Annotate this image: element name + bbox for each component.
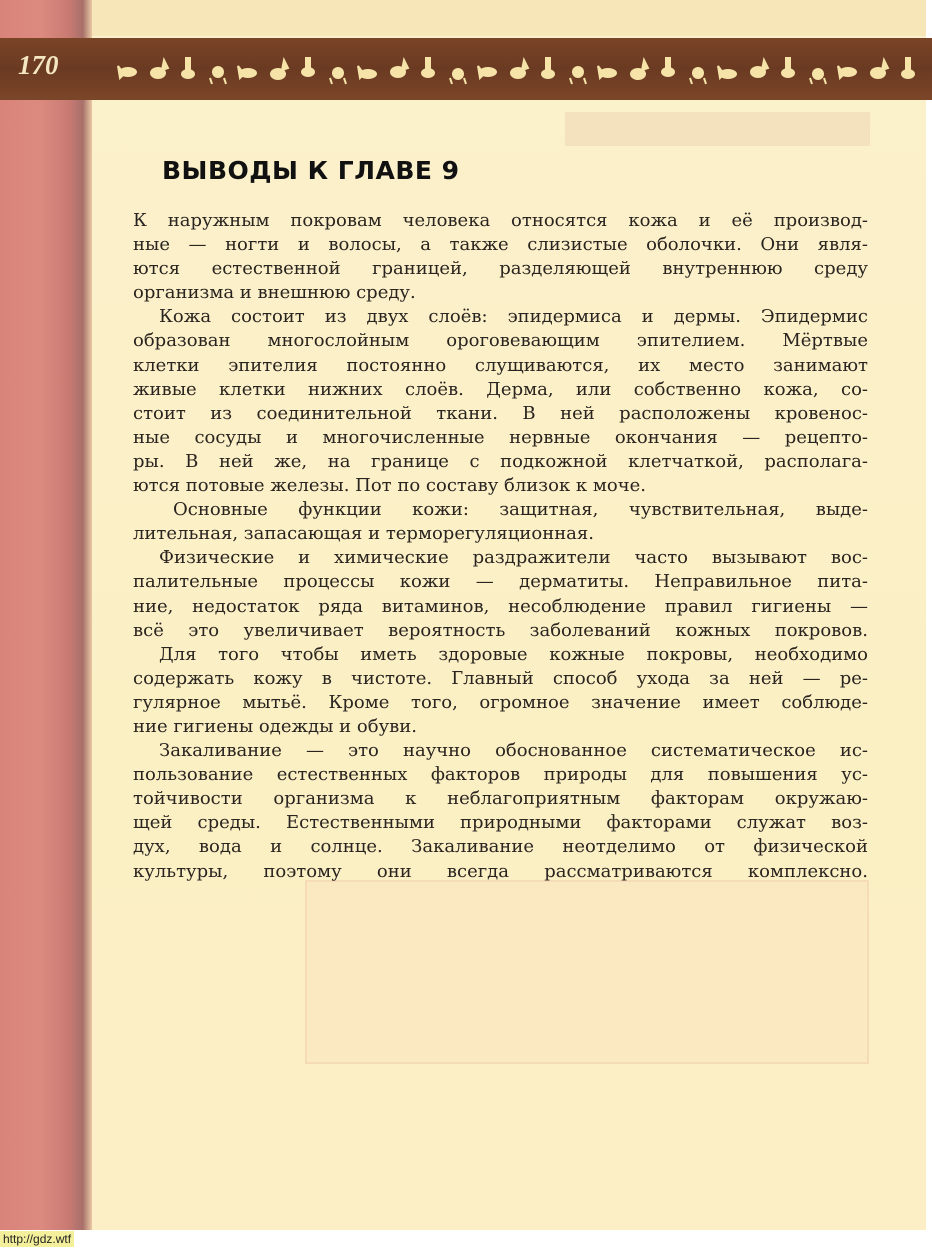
text-line: Кожа состоит из двух слоёв: эпидермиса и дермы. Эпидермис — [159, 306, 868, 328]
animal-icon — [478, 66, 497, 78]
text-line: щей среды. Естественными природными факторами служат воз- — [133, 812, 868, 834]
animal-icon — [150, 60, 168, 79]
text-line: ры. В ней же, на границе с подкожной клетчаткой, располага- — [133, 450, 868, 472]
body-text — [133, 209, 868, 884]
text-line: содержать кожу в чистоте. Главный способ ухода за ней — ре- — [133, 667, 868, 689]
text-line: К наружным покровам человека относятся кожа и её производ- — [133, 210, 868, 231]
animal-icon — [750, 60, 768, 78]
text-line: ние гигиены одежды и обуви. — [133, 715, 418, 737]
text-line: ные — ногти и волосы, а также слизистые оболочки. Они явля- — [133, 234, 868, 256]
animal-icon — [630, 60, 648, 80]
animal-icon — [210, 66, 226, 84]
animal-icon — [570, 66, 586, 84]
animal-icon — [358, 66, 377, 79]
animal-icon — [598, 66, 617, 78]
text-line: ные сосуды и многочисленные нервные окончания — рецепто- — [133, 426, 868, 448]
text-line: Закаливание — это научно обоснованное систематическое ис- — [159, 740, 868, 762]
text-line: всё это увеличивает вероятность заболеваний кожных покровов. — [133, 619, 868, 641]
animal-icon — [330, 67, 346, 84]
text-line: палительные процессы кожи — дерматиты. Неправильное пита- — [133, 571, 868, 593]
text-line: Физические и химические раздражители часто вызывают вос- — [159, 547, 868, 569]
top-strip — [92, 0, 926, 36]
animal-icon — [510, 60, 528, 79]
animal-icon — [541, 58, 555, 79]
animal-icon — [301, 58, 315, 77]
text-line: Основные функции кожи: защитная, чувствительная, выде- — [173, 499, 868, 521]
animal-icon — [450, 68, 466, 84]
animal-icon — [181, 58, 195, 79]
animal-icon — [901, 58, 915, 79]
text-line: пользование естественных факторов природы для повышения ус- — [133, 764, 868, 786]
text-line: тойчивости организма к неблагоприятным факторам окружаю- — [133, 788, 868, 810]
animal-icon — [390, 60, 408, 78]
text-line: культуры, поэтому они всегда рассматриваются комплексно. — [133, 860, 868, 882]
chapter-summary-title: ВЫВОДЫ К ГЛАВЕ 9 — [162, 156, 460, 185]
page-spine — [0, 0, 92, 1230]
animal-icon — [238, 66, 257, 78]
animal-icon — [838, 66, 857, 78]
animal-icon — [118, 66, 137, 78]
text-line: ются естественной границей, разделяющей внутреннюю среду — [133, 258, 868, 280]
watermark: http://gdz.wtf — [0, 1231, 74, 1247]
text-line: Для того чтобы иметь здоровые кожные покровы, необходимо — [159, 643, 868, 665]
text-line: образован многослойным ороговевающим эпителием. Мёртвые — [133, 330, 868, 352]
bleed-through-heading — [565, 112, 870, 146]
page-number: 170 — [18, 50, 59, 80]
animal-icon — [661, 58, 675, 77]
animal-icon — [421, 58, 435, 78]
text-line: лительная, запасающая и терморегуляционная. — [133, 523, 594, 545]
text-line: организма и внешнюю среду. — [133, 282, 416, 304]
text-line: живые клетки нижних слоёв. Дерма, или собственно кожа, со- — [133, 378, 868, 400]
text-line: стоит из соединительной ткани. В ней расположены кровенос- — [133, 402, 868, 424]
animal-icon — [270, 60, 288, 80]
text-line: ются потовые железы. Пот по составу близок к моче. — [133, 475, 647, 497]
text-line: дух, вода и солнце. Закаливание неотделимо от физической — [133, 836, 868, 858]
animal-silhouettes-icon — [112, 52, 922, 86]
text-line: клетки эпителия постоянно слущиваются, их место занимают — [133, 354, 868, 376]
animal-icon — [810, 68, 826, 84]
text-line: гулярное мытьё. Кроме того, огромное значение имеет соблюде- — [133, 691, 868, 713]
animal-icon — [870, 60, 888, 79]
animal-icon — [781, 58, 795, 78]
animal-icon — [690, 67, 706, 84]
animal-icon — [718, 66, 737, 79]
text-line: ние, недостаток ряда витаминов, несоблюдение правил гигиены — — [133, 595, 868, 617]
bleed-through-box — [305, 880, 869, 1064]
